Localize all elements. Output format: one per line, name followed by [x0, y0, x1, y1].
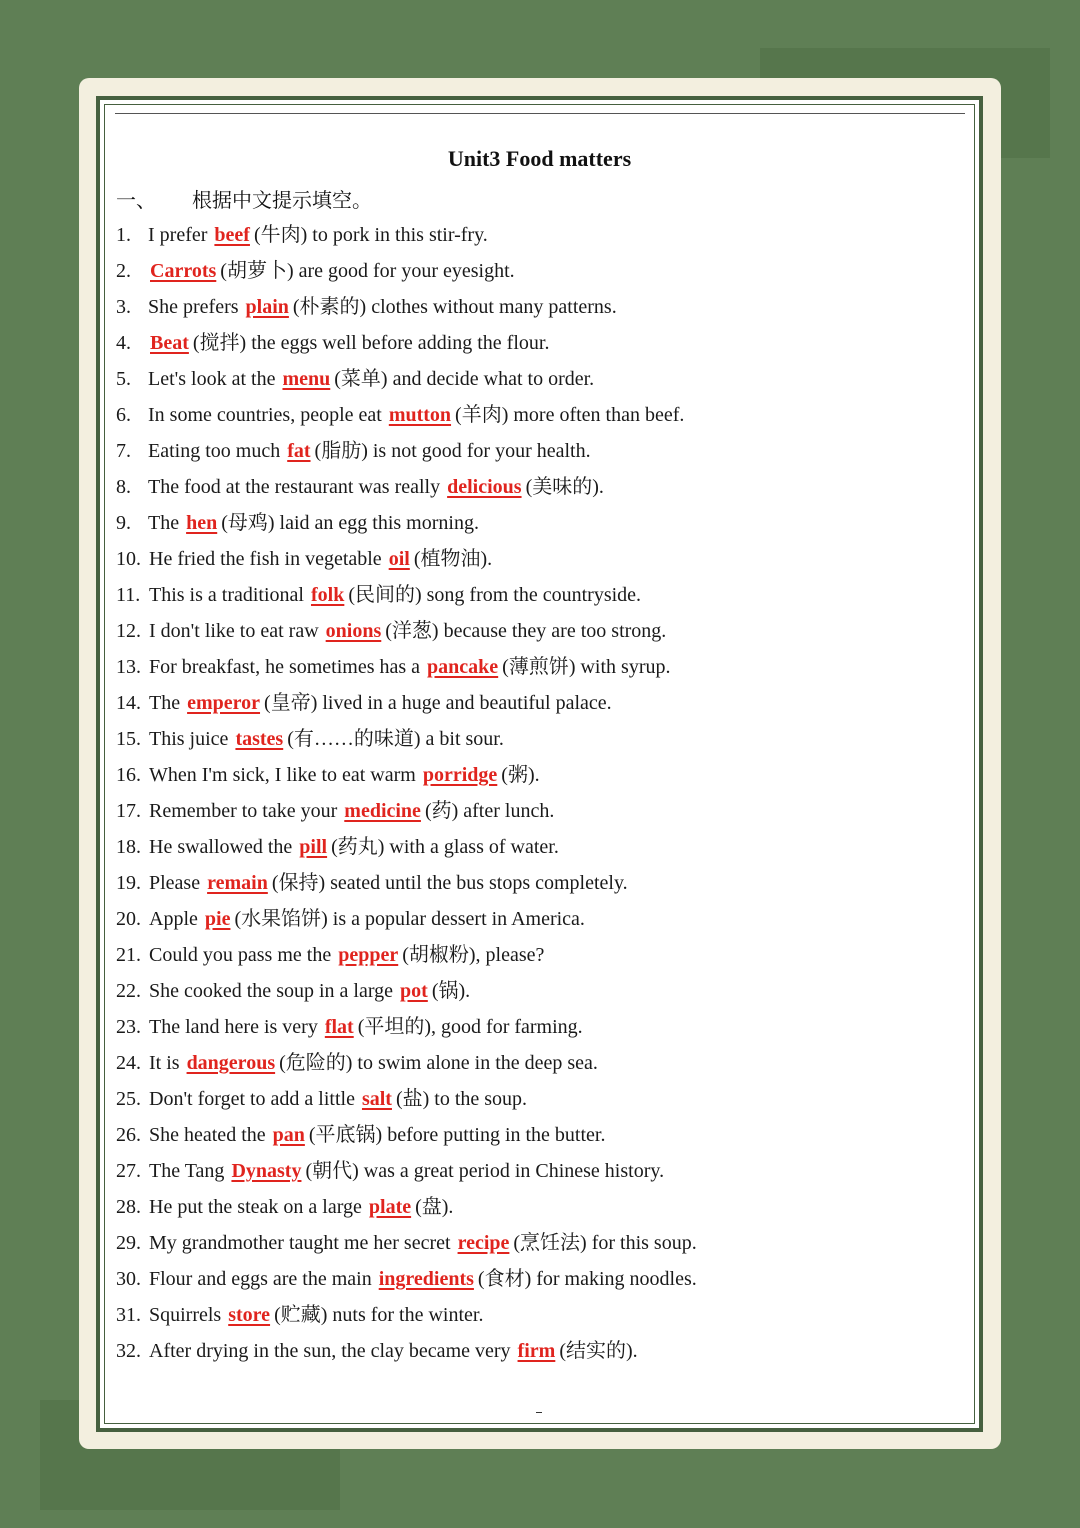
- exercise-item: [116, 364, 697, 400]
- answer-word: remain: [207, 872, 268, 894]
- item-text-after: (盐) to the soup.: [395, 1088, 528, 1110]
- item-text-after: (盘).: [415, 1196, 454, 1218]
- item-text-after: (植物油).: [413, 548, 493, 570]
- item-text-before: Squirrels: [149, 1304, 227, 1326]
- answer-word: emperor: [187, 692, 261, 714]
- exercise-item: [116, 1156, 697, 1192]
- item-text-after: (有……的味道) a bit sour.: [287, 728, 504, 750]
- exercise-item: [116, 796, 697, 832]
- item-text-after: (药) after lunch.: [424, 800, 555, 822]
- item-text-before: He fried the fish in vegetable: [149, 548, 387, 570]
- item-text-before: When I'm sick, I like to eat warm: [149, 764, 421, 786]
- item-number: 4.: [116, 332, 131, 354]
- exercise-item: [116, 1228, 697, 1264]
- exercise-item: [116, 328, 697, 364]
- item-text-after: (贮藏) nuts for the winter.: [274, 1304, 484, 1326]
- answer-word: pepper: [338, 944, 399, 966]
- item-number: 10.: [116, 548, 141, 570]
- exercise-item: [116, 652, 697, 688]
- exercise-item: [116, 1120, 697, 1156]
- worksheet-title: Unit3 Food matters: [447, 146, 632, 171]
- exercise-item: [116, 436, 697, 472]
- item-number: 14.: [116, 692, 141, 714]
- item-text-after: (粥).: [501, 764, 540, 786]
- answer-word: firm: [517, 1340, 556, 1362]
- item-number: 17.: [116, 800, 141, 822]
- item-number: 7.: [116, 440, 131, 462]
- item-text-after: (水果馅饼) is a popular dessert in America.: [234, 908, 585, 930]
- answer-word: Carrots: [150, 260, 217, 282]
- item-number: 27.: [116, 1160, 141, 1182]
- answer-word: pan: [272, 1124, 305, 1146]
- exercise-item: [116, 616, 697, 652]
- item-number: 2.: [116, 260, 131, 282]
- section-heading: [116, 184, 372, 213]
- answer-word: delicious: [447, 476, 522, 498]
- item-text-after: (洋葱) because they are too strong.: [385, 620, 667, 642]
- item-text-before: She heated the: [149, 1124, 271, 1146]
- item-text-before: Remember to take your: [149, 800, 343, 822]
- answer-word: oil: [388, 548, 410, 570]
- exercise-item: [116, 760, 697, 796]
- item-number: 25.: [116, 1088, 141, 1110]
- item-number: 19.: [116, 872, 141, 894]
- item-number: 31.: [116, 1304, 141, 1326]
- exercise-item: [116, 220, 697, 256]
- answer-word: pill: [299, 836, 328, 858]
- item-text-after: (烹饪法) for this soup.: [513, 1232, 697, 1254]
- item-number: 18.: [116, 836, 141, 858]
- answer-word: medicine: [344, 800, 421, 822]
- item-text-after: (美味的).: [525, 476, 604, 498]
- item-text-before: The Tang: [149, 1160, 230, 1182]
- exercise-item: [116, 904, 697, 940]
- header-rule: [115, 113, 965, 114]
- exercise-item: [116, 508, 697, 544]
- answer-word: mutton: [388, 404, 452, 426]
- item-text-before: I prefer: [148, 224, 213, 246]
- exercise-item: [116, 1012, 697, 1048]
- item-text-before: The: [148, 512, 185, 534]
- exercise-item: [116, 256, 697, 292]
- item-number: 1.: [116, 224, 131, 246]
- exercise-item: [116, 1084, 697, 1120]
- item-text-before: Apple: [149, 908, 203, 930]
- item-number: 5.: [116, 368, 131, 390]
- answer-word: porridge: [422, 764, 498, 786]
- exercise-item: [116, 1336, 697, 1372]
- answer-word: plain: [245, 296, 289, 318]
- item-number: 13.: [116, 656, 141, 678]
- exercise-item: [116, 544, 697, 580]
- answer-word: salt: [361, 1088, 392, 1110]
- item-text-after: (搅拌) the eggs well before adding the flour.: [192, 332, 550, 354]
- item-text-before: He put the steak on a large: [149, 1196, 367, 1218]
- exercise-item: [116, 976, 697, 1012]
- item-text-before: My grandmother taught me her secret: [149, 1232, 456, 1254]
- item-text-before: For breakfast, he sometimes has a: [149, 656, 426, 678]
- answer-word: Beat: [150, 332, 189, 354]
- answer-word: fat: [287, 440, 311, 462]
- item-number: 29.: [116, 1232, 141, 1254]
- exercise-item: [116, 1192, 697, 1228]
- item-number: 28.: [116, 1196, 141, 1218]
- item-number: 22.: [116, 980, 141, 1002]
- exercise-item: [116, 1264, 697, 1300]
- answer-word: beef: [214, 224, 250, 246]
- item-text-after: (菜单) and decide what to order.: [334, 368, 595, 390]
- item-text-before: This is a traditional: [149, 584, 309, 606]
- item-number: 3.: [116, 296, 131, 318]
- item-text-before: Don't forget to add a little: [149, 1088, 360, 1110]
- item-text-after: (食材) for making noodles.: [477, 1268, 697, 1290]
- answer-word: tastes: [235, 728, 284, 750]
- answer-word: ingredients: [378, 1268, 474, 1290]
- exercise-list: [116, 220, 697, 1372]
- item-number: 15.: [116, 728, 141, 750]
- answer-word: pancake: [427, 656, 499, 678]
- item-text-after: (牛肉) to pork in this stir-fry.: [253, 224, 488, 246]
- answer-word: hen: [186, 512, 218, 534]
- answer-word: pie: [204, 908, 231, 930]
- answer-word: store: [228, 1304, 271, 1326]
- item-number: 12.: [116, 620, 141, 642]
- exercise-item: [116, 580, 697, 616]
- item-number: 32.: [116, 1340, 141, 1362]
- item-text-after: (母鸡) laid an egg this morning.: [221, 512, 479, 534]
- item-text-before: The food at the restaurant was really: [148, 476, 446, 498]
- item-text-before: This juice: [149, 728, 234, 750]
- item-number: 9.: [116, 512, 131, 534]
- answer-word: Dynasty: [231, 1160, 302, 1182]
- answer-word: onions: [325, 620, 382, 642]
- item-text-after: (羊肉) more often than beef.: [455, 404, 685, 426]
- section-number: 一、: [116, 190, 156, 212]
- exercise-item: [116, 832, 697, 868]
- item-text-after: (药丸) with a glass of water.: [331, 836, 559, 858]
- item-text-after: (朝代) was a great period in Chinese history.: [305, 1160, 665, 1182]
- item-text-before: Let's look at the: [148, 368, 281, 390]
- item-text-after: (民间的) song from the countryside.: [348, 584, 642, 606]
- item-text-after: (结实的).: [559, 1340, 638, 1362]
- item-text-after: (薄煎饼) with syrup.: [502, 656, 671, 678]
- answer-word: flat: [324, 1016, 354, 1038]
- item-text-after: (脂肪) is not good for your health.: [314, 440, 591, 462]
- item-text-before: Could you pass me the: [149, 944, 337, 966]
- item-number: 6.: [116, 404, 131, 426]
- item-text-before: She prefers: [148, 296, 244, 318]
- exercise-item: [116, 472, 697, 508]
- item-text-after: (危险的) to swim alone in the deep sea.: [279, 1052, 598, 1074]
- item-text-after: (平坦的), good for farming.: [357, 1016, 583, 1038]
- item-text-before: Eating too much: [148, 440, 286, 462]
- answer-word: folk: [310, 584, 345, 606]
- exercise-item: [116, 688, 697, 724]
- item-text-before: In some countries, people eat: [148, 404, 387, 426]
- item-text-after: (胡萝卜) are good for your eyesight.: [220, 260, 515, 282]
- item-text-before: Flour and eggs are the main: [149, 1268, 377, 1290]
- exercise-item: [116, 724, 697, 760]
- exercise-item: [116, 940, 697, 976]
- exercise-item: [116, 292, 697, 328]
- item-text-after: (保持) seated until the bus stops completely.: [271, 872, 628, 894]
- item-number: 23.: [116, 1016, 141, 1038]
- answer-word: recipe: [457, 1232, 510, 1254]
- item-number: 8.: [116, 476, 131, 498]
- section-instruction: 根据中文提示填空。: [192, 190, 372, 212]
- item-text-after: (朴素的) clothes without many patterns.: [292, 296, 617, 318]
- exercise-item: [116, 1048, 697, 1084]
- answer-word: pot: [400, 980, 428, 1002]
- item-number: 30.: [116, 1268, 141, 1290]
- item-text-before: After drying in the sun, the clay became very: [149, 1340, 516, 1362]
- exercise-item: [116, 400, 697, 436]
- item-number: 24.: [116, 1052, 141, 1074]
- item-text-before: She cooked the soup in a large: [149, 980, 399, 1002]
- item-text-after: (锅).: [431, 980, 471, 1002]
- answer-word: menu: [282, 368, 331, 390]
- item-number: 20.: [116, 908, 141, 930]
- exercise-item: [116, 1300, 697, 1336]
- exercise-item: [116, 868, 697, 904]
- item-text-before: He swallowed the: [149, 836, 298, 858]
- item-number: 11.: [116, 584, 141, 606]
- item-text-after: (平底锅) before putting in the butter.: [308, 1124, 606, 1146]
- item-text-before: Please: [149, 872, 206, 894]
- item-number: 21.: [116, 944, 141, 966]
- item-number: 16.: [116, 764, 141, 786]
- answer-word: plate: [368, 1196, 412, 1218]
- item-text-after: (皇帝) lived in a huge and beautiful palace.: [264, 692, 612, 714]
- item-text-before: I don't like to eat raw: [149, 620, 324, 642]
- item-text-before: The land here is very: [149, 1016, 323, 1038]
- item-text-before: It is: [149, 1052, 185, 1074]
- answer-word: dangerous: [186, 1052, 276, 1074]
- item-text-before: The: [149, 692, 186, 714]
- page-number-mark: [536, 1412, 542, 1413]
- item-number: 26.: [116, 1124, 141, 1146]
- item-text-after: (胡椒粉), please?: [402, 944, 545, 966]
